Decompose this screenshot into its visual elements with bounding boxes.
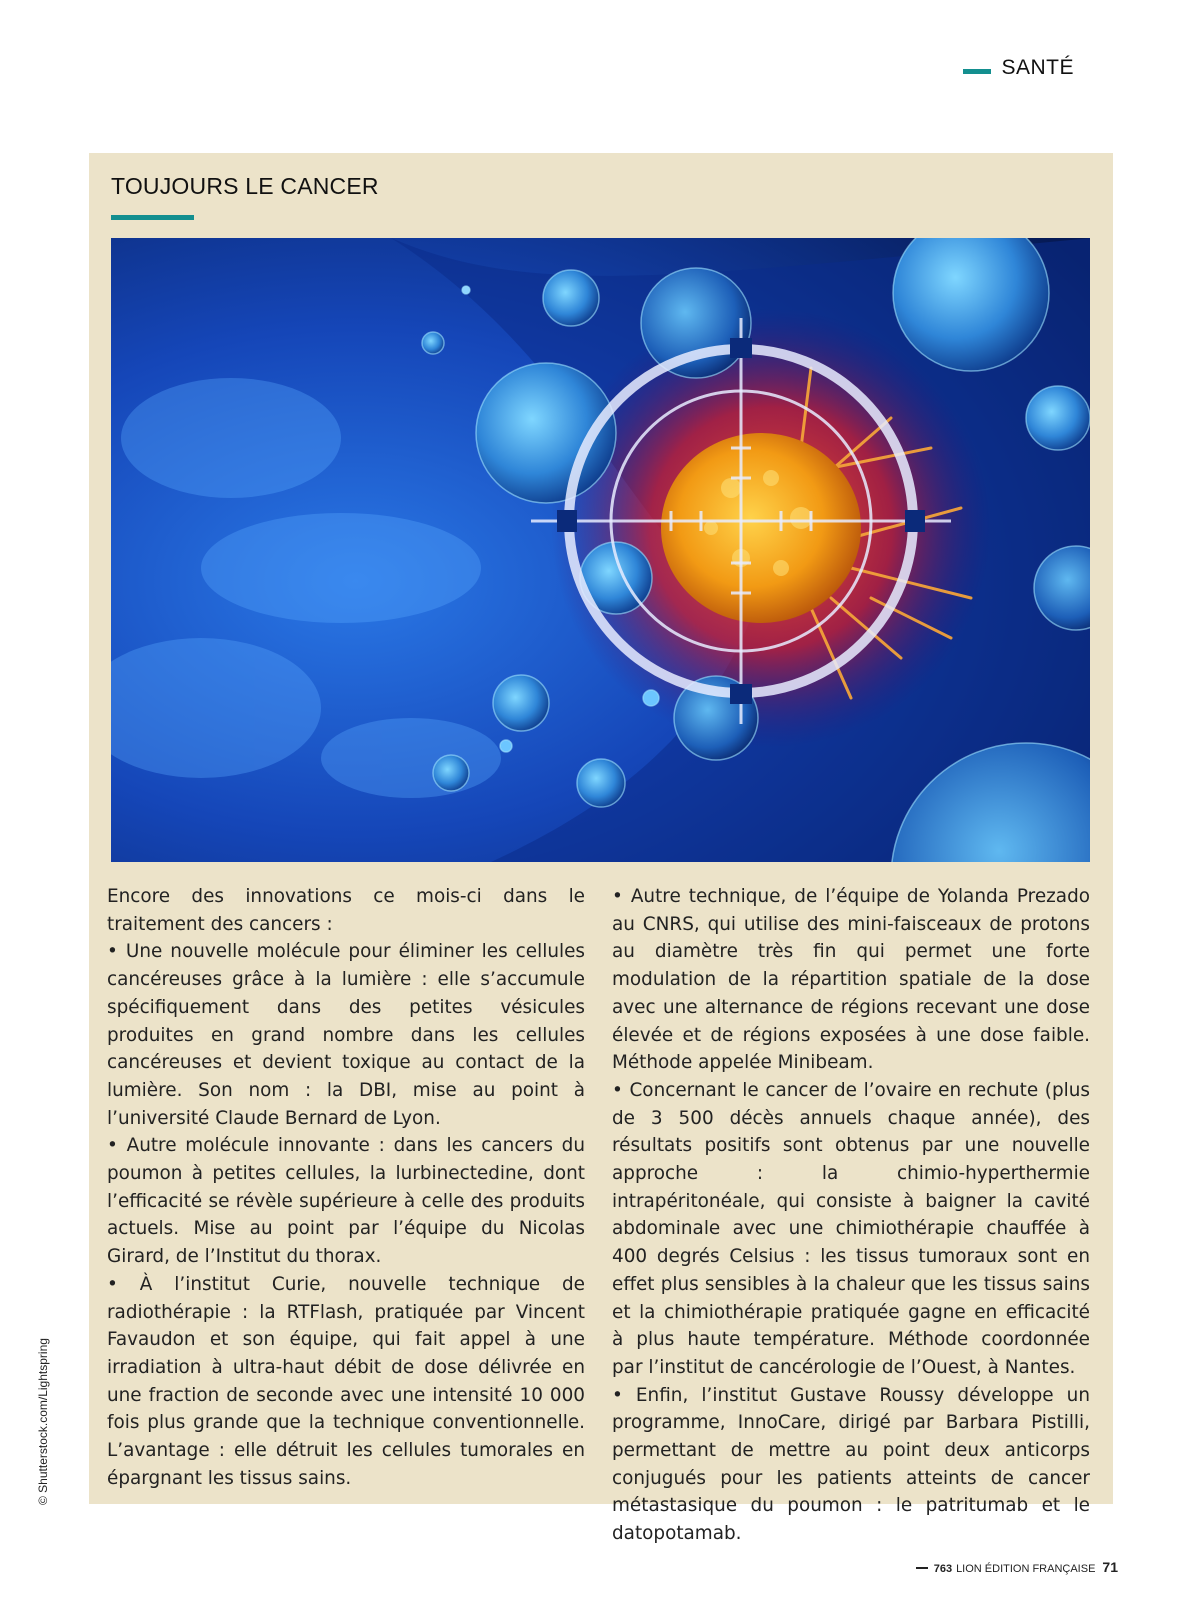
section-tag (963, 56, 1074, 80)
article-column-right (612, 883, 1090, 1548)
section-label: SANTÉ (1001, 56, 1074, 79)
section-accent-bar (963, 69, 991, 74)
photo-credit: © Shutterstock.com/Lightspring (36, 1338, 50, 1505)
page-number: 71 (1102, 1559, 1118, 1575)
article-title: TOUJOURS LE CANCER (111, 173, 379, 199)
title-underline (111, 215, 194, 220)
page-footer (916, 1559, 1118, 1575)
footer-dash (916, 1567, 928, 1569)
paragraph-item: • Autre molécule innovante : dans les cancers du poumon à petites cellules, la lurbinectedine, dont l’efficacité se révèle supérieure à celle des produits actuels. Mise au point par l’équipe du Nicolas Girard, de l’Institut du thorax. (107, 1135, 585, 1268)
paragraph-item: • Autre technique, de l’équipe de Yolanda Prezado au CNRS, qui utilise des mini-faisceaux de protons au diamètre très fin qui permet une forte modulation de la répartition spatiale de la dose avec une alternance de régions recevant une dose élevée et de régions exposées à une dose faible. Méthode appelée Minibeam. (612, 886, 1090, 1074)
paragraph-item: • À l’institut Curie, nouvelle technique de radiothérapie : la RTFlash, pratiquée par Vincent Favaudon et son équipe, qui fait appel à une irradiation à ultra-haut débit de dose délivrée en une fraction de seconde avec une intensité 10 000 fois plus grande que la technique conventionnelle. L’avantage : elle détruit les cellules tumorales en épargnant les tissus sains. (107, 1273, 585, 1489)
paragraph-item: • Une nouvelle molécule pour éliminer les cellules cancéreuses grâce à la lumière : elle s’accumule spécifiquement dans des petites vésicules produites en grand nombre dans les cellules cancéreuses et devient toxique au contact de la lumière. Son nom : la DBI, mise au point à l’université Claude Bernard de Lyon. (107, 941, 585, 1129)
paragraph-item: • Concernant le cancer de l’ovaire en rechute (plus de 3 500 décès annuels chaque année), des résultats positifs sont obtenus par une nouvelle approche : la chimio-hyperthermie intrapéritonéale, qui consiste à baigner la cavité abdominale avec une chimiothérapie chauffée à 400 degrés Celsius : les tissus tumoraux sont en effet plus sensibles à la chaleur que les tissus sains et la chimiothérapie pratiquée gagne en efficacité à plus haute température. Méthode coordonnée par l’institut de cancérologie de l’Ouest, à Nantes. (612, 1079, 1090, 1378)
article-box (89, 153, 1113, 1545)
paragraph-intro: Encore des innovations ce mois-ci dans le traitement des cancers : (107, 886, 585, 935)
article-column-left (107, 883, 585, 1492)
article-photo (111, 238, 1090, 862)
paragraph-item: • Enfin, l’institut Gustave Roussy développe un programme, InnoCare, dirigé par Barbara Pistilli, permettant de mettre au point deux anticorps conjugués pour les patients atteints de cancer métastasique du poumon : le patritumab et le datopotamab. (612, 1384, 1090, 1545)
issue-number: 763 (933, 1563, 953, 1575)
magazine-name: LION ÉDITION FRANÇAISE (956, 1563, 1096, 1575)
